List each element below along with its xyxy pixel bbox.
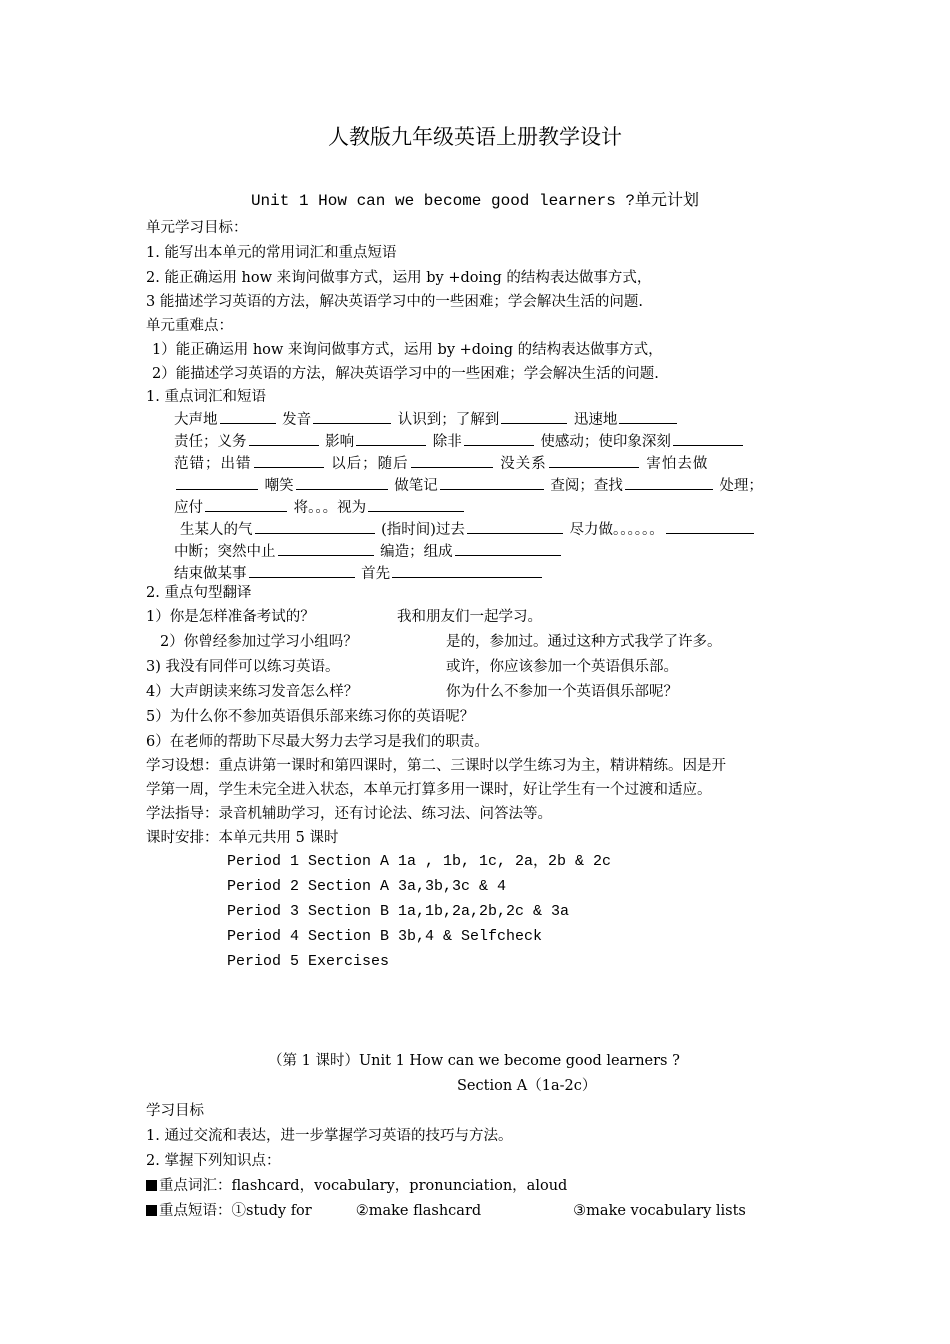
- goal-item: 2. 能正确运用 how 来询问做事方式，运用 by +doing 的结构表达做事方式，: [146, 270, 652, 286]
- lesson-section: Section A（1a-2c）: [457, 1078, 597, 1094]
- key-heading: 单元重难点：: [146, 318, 233, 334]
- goal-item: 1. 能写出本单元的常用词汇和重点短语: [146, 245, 397, 261]
- objectives-heading: 学习目标: [146, 1103, 204, 1119]
- vocab-row: 范错；出错 以后；随后 没关系 害怕去做: [174, 453, 708, 473]
- goal-item: 3 能描述学习英语的方法，解决英语学习中的一些困难；学会解决生活的问题.: [146, 294, 643, 310]
- sentence-item: 我和朋友们一起学习。: [397, 609, 542, 625]
- square-bullet-icon: [146, 1180, 157, 1191]
- method-guide: 学法指导：录音机辅助学习，还有讨论法、练习法、问答法等。: [146, 806, 552, 822]
- vocab-row: 大声地 发音 认识到；了解到 迅速地: [174, 409, 679, 429]
- key-point: 1）能正确运用 how 来询问做事方式，运用 by +doing 的结构表达做事方式，: [152, 342, 663, 358]
- period-item: Period 4 Section B 3b,4 & Selfcheck: [227, 928, 543, 945]
- objective-item: 1. 通过交流和表达，进一步掌握学习英语的技巧与方法。: [146, 1128, 513, 1144]
- sentence-item: 5）为什么你不参加英语俱乐部来练习你的英语呢？: [146, 709, 475, 725]
- sentence-item: 6）在老师的帮助下尽最大努力去学习是我们的职责。: [146, 734, 489, 750]
- unit-title: Unit 1 How can we become good learners ?单元计划: [250, 192, 700, 210]
- vocab-row: 生某人的气 (指时间)过去 尽力做。。。。。。: [180, 519, 756, 539]
- sentences-heading: 2. 重点句型翻译: [146, 585, 252, 601]
- square-bullet-icon: [146, 1205, 157, 1216]
- vocab-row: 嘲笑 做笔记 查阅；查找 处理；: [174, 475, 763, 495]
- learning-idea: 学习设想：重点讲第一课时和第四课时，第二、三课时以学生练习为主，精讲精练。因是开: [146, 758, 726, 774]
- vocab-row: 结束做某事 首先: [174, 563, 544, 583]
- vocab-row: 应付 将。。。视为: [174, 497, 466, 517]
- sentence-item: 或许，你应该参加一个英语俱乐部。: [446, 659, 678, 675]
- sentence-item: 你为什么不参加一个英语俱乐部呢？: [446, 684, 678, 700]
- page-title: 人教版九年级英语上册教学设计: [328, 125, 622, 149]
- lesson-title: （第 1 课时）Unit 1 How can we become good learners ?: [268, 1053, 680, 1069]
- sentence-item: 1）你是怎样准备考试的？: [146, 609, 315, 625]
- period-item: Period 5 Exercises: [227, 953, 390, 970]
- sentence-item: 2）你曾经参加过学习小组吗？: [160, 634, 358, 650]
- vocab-heading: 1. 重点词汇和短语: [146, 389, 266, 405]
- goals-heading: 单元学习目标：: [146, 220, 248, 236]
- objective-item: 2. 掌握下列知识点：: [146, 1153, 281, 1169]
- learning-idea: 学第一周，学生未完全进入状态，本单元打算多用一课时，好让学生有一个过渡和适应。: [146, 782, 712, 798]
- vocab-row: 责任；义务 影响 除非 使感动；使印象深刻: [174, 431, 745, 451]
- key-words-line: 重点词汇：flashcard，vocabulary，pronunciation，aloud: [146, 1177, 567, 1195]
- schedule-heading: 课时安排：本单元共用 5 课时: [146, 830, 339, 846]
- period-item: Period 3 Section B 1a,1b,2a,2b,2c & 3a: [227, 903, 570, 920]
- sentence-item: 4）大声朗读来练习发音怎么样？: [146, 684, 359, 700]
- vocab-row: 中断；突然中止 编造；组成: [174, 541, 563, 561]
- sentence-item: 3) 我没有同伴可以练习英语。: [146, 659, 340, 675]
- key-phrases-line: 重点短语：①study for ②make flashcard ③make vocabulary lists: [146, 1202, 746, 1220]
- period-item: Period 2 Section A 3a,3b,3c & 4: [227, 878, 507, 895]
- period-item: Period 1 Section A 1a , 1b, 1c, 2a，2b & 2c: [227, 853, 612, 870]
- sentence-item: 是的，参加过。通过这种方式我学了许多。: [446, 634, 722, 650]
- key-point: 2）能描述学习英语的方法，解决英语学习中的一些困难；学会解决生活的问题.: [152, 366, 659, 382]
